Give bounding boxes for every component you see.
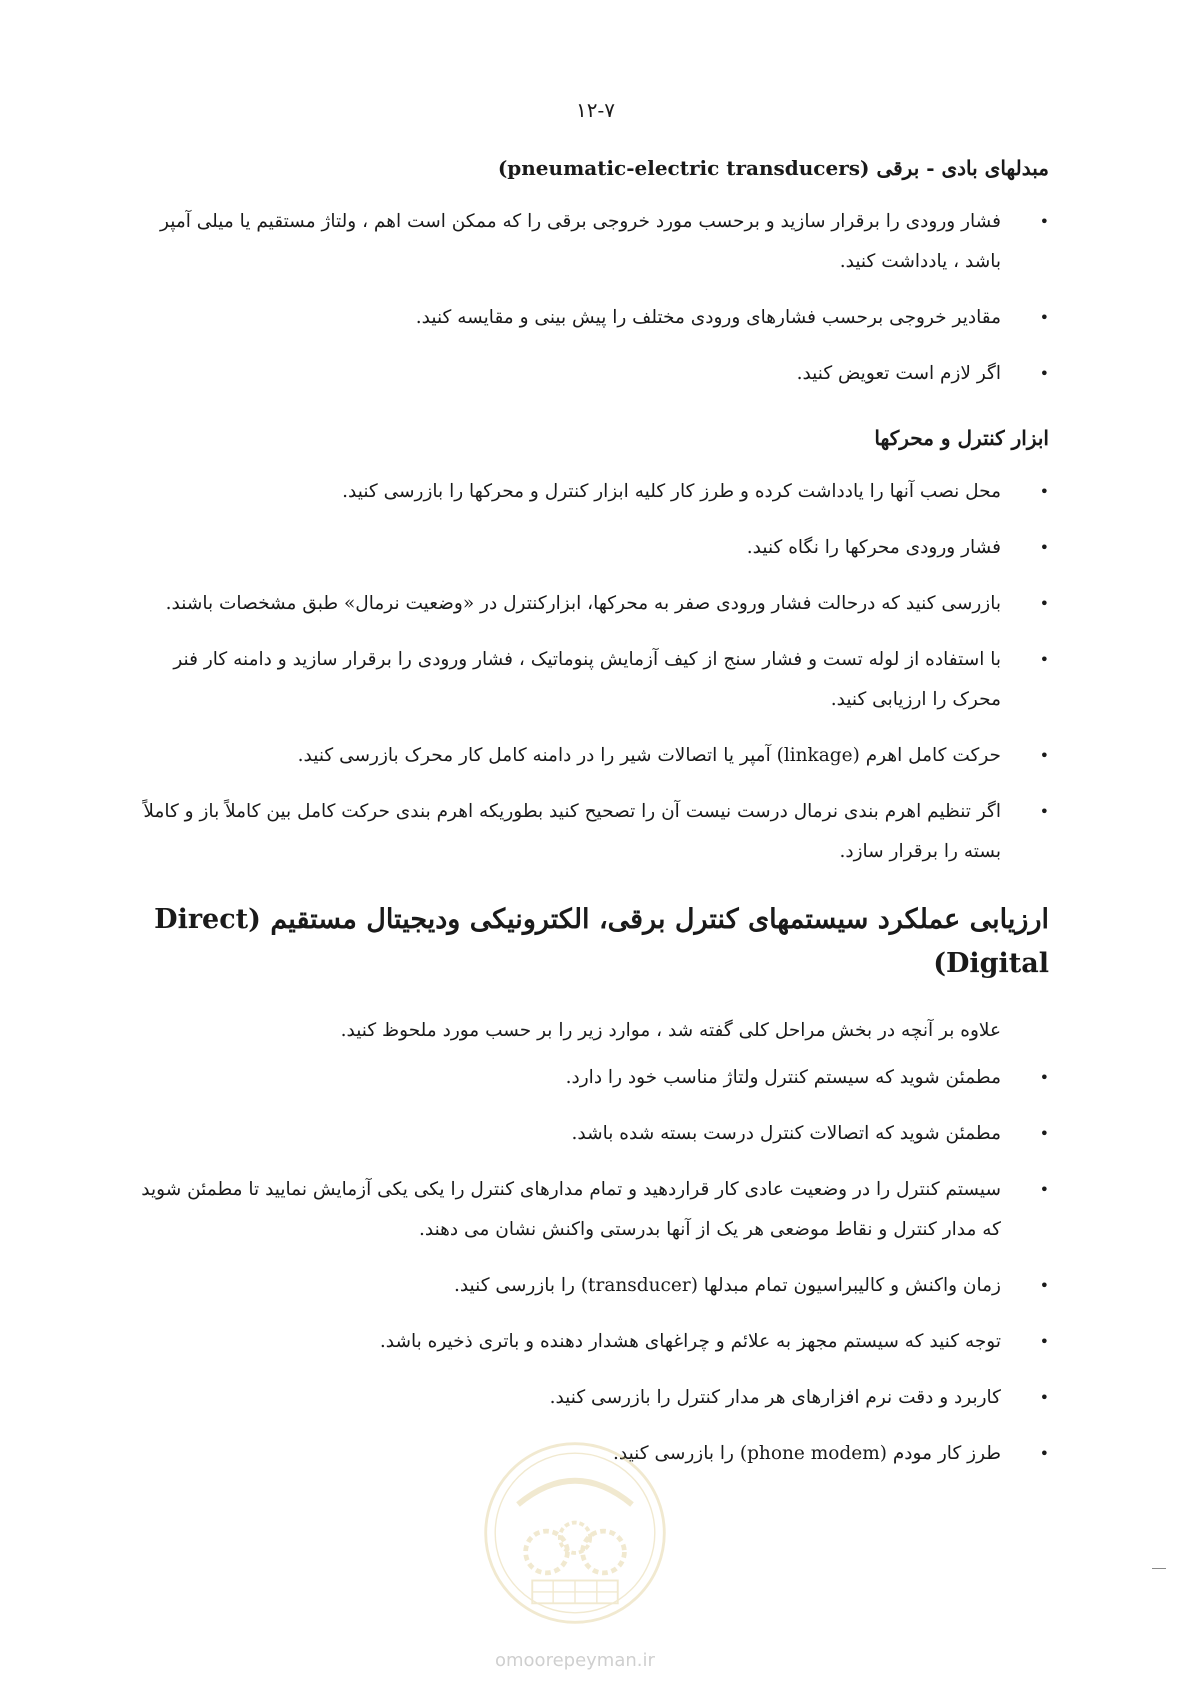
list-item: • فشار ورودی محرکها را نگاه کنید. xyxy=(124,528,1049,568)
list-item: • فشار ورودی را برقرار سازید و برحسب مورد خروجی برقی را که ممکن است اهم ، ولتاژ مستقیم یا میلی آمپر باشد ، یادداشت کنید. xyxy=(124,202,1049,282)
list-item: • حرکت کامل اهرم (linkage) آمپر یا اتصالات شیر را در دامنه کامل کار محرک بازرسی کنید. xyxy=(124,736,1049,776)
list-item: • مطمئن شوید که سیستم کنترل ولتاژ مناسب خود را دارد. xyxy=(124,1058,1049,1098)
publisher-seal-icon xyxy=(480,1438,670,1628)
list-item: • کاربرد و دقت نرم افزارهای هر مدار کنترل را بازرسی کنید. xyxy=(124,1378,1049,1418)
watermark-url: omoorepeyman.ir xyxy=(495,1650,655,1671)
page-number: ۱۲-۷ xyxy=(576,98,615,122)
list-item: • مطمئن شوید که اتصالات کنترل درست بسته شده باشد. xyxy=(124,1114,1049,1154)
list-item: • محل نصب آنها را یادداشت کرده و طرز کار کلیه ابزار کنترل و محرکها را بازرسی کنید. xyxy=(124,472,1049,512)
list-item: • مقادیر خروجی برحسب فشارهای ورودی مختلف را پیش بینی و مقایسه کنید. xyxy=(124,298,1049,338)
pneumatic-electric-list xyxy=(124,202,1049,394)
section-title-controls-actuators: ابزار کنترل و محرکها xyxy=(874,426,1049,450)
intro-paragraph: علاوه بر آنچه در بخش مراحل کلی گفته شد ، موارد زیر را بر حسب مورد ملحوظ کنید. xyxy=(340,1020,1001,1041)
list-item: • زمان واکنش و کالیبراسیون تمام مبدلها (transducer) را بازرسی کنید. xyxy=(124,1266,1049,1306)
section-title-pneumatic-electric: مبدلهای بادی - برقی (pneumatic-electric transducers) xyxy=(497,156,1049,180)
list-item: • طرز کار مودم (phone modem) را بازرسی کنید. xyxy=(124,1434,1049,1474)
ddc-evaluation-list xyxy=(124,1058,1049,1474)
controls-actuators-list xyxy=(124,472,1049,872)
list-item: • بازرسی کنید که درحالت فشار ورودی صفر به محرکها، ابزارکنترل در «وضعیت نرمال» طبق مشخصات باشند. xyxy=(124,584,1049,624)
list-item: • با استفاده از لوله تست و فشار سنج از کیف آزمایش پنوماتیک ، فشار ورودی را برقرار سازید و دامنه کار فنر محرک را ارزیابی کنید. xyxy=(124,640,1049,720)
document-body xyxy=(124,150,1049,1500)
margin-mark xyxy=(1152,1568,1166,1569)
list-item: • اگر تنظیم اهرم بندی نرمال درست نیست آن را تصحیح کنید بطوریکه اهرم بندی حرکت کامل بین کاملاً باز و کاملاً بسته را برقرار سازد. xyxy=(124,792,1049,872)
main-heading: ارزیابی عملکرد سیستمهای کنترل برقی، الکترونیکی ودیجیتال مستقیم (Direct Digital) xyxy=(154,904,1049,979)
list-item: • توجه کنید که سیستم مجهز به علائم و چراغهای هشدار دهنده و باتری ذخیره باشد. xyxy=(124,1322,1049,1362)
list-item: • سیستم کنترل را در وضعیت عادی کار قراردهید و تمام مدارهای کنترل را یکی یکی آزمایش نمایید تا مطمئن شوید که مدار کنترل و نقاط موضعی هر یک از آنها بدرستی واکنش نشان می دهند. xyxy=(124,1170,1049,1250)
list-item: • اگر لازم است تعویض کنید. xyxy=(124,354,1049,394)
